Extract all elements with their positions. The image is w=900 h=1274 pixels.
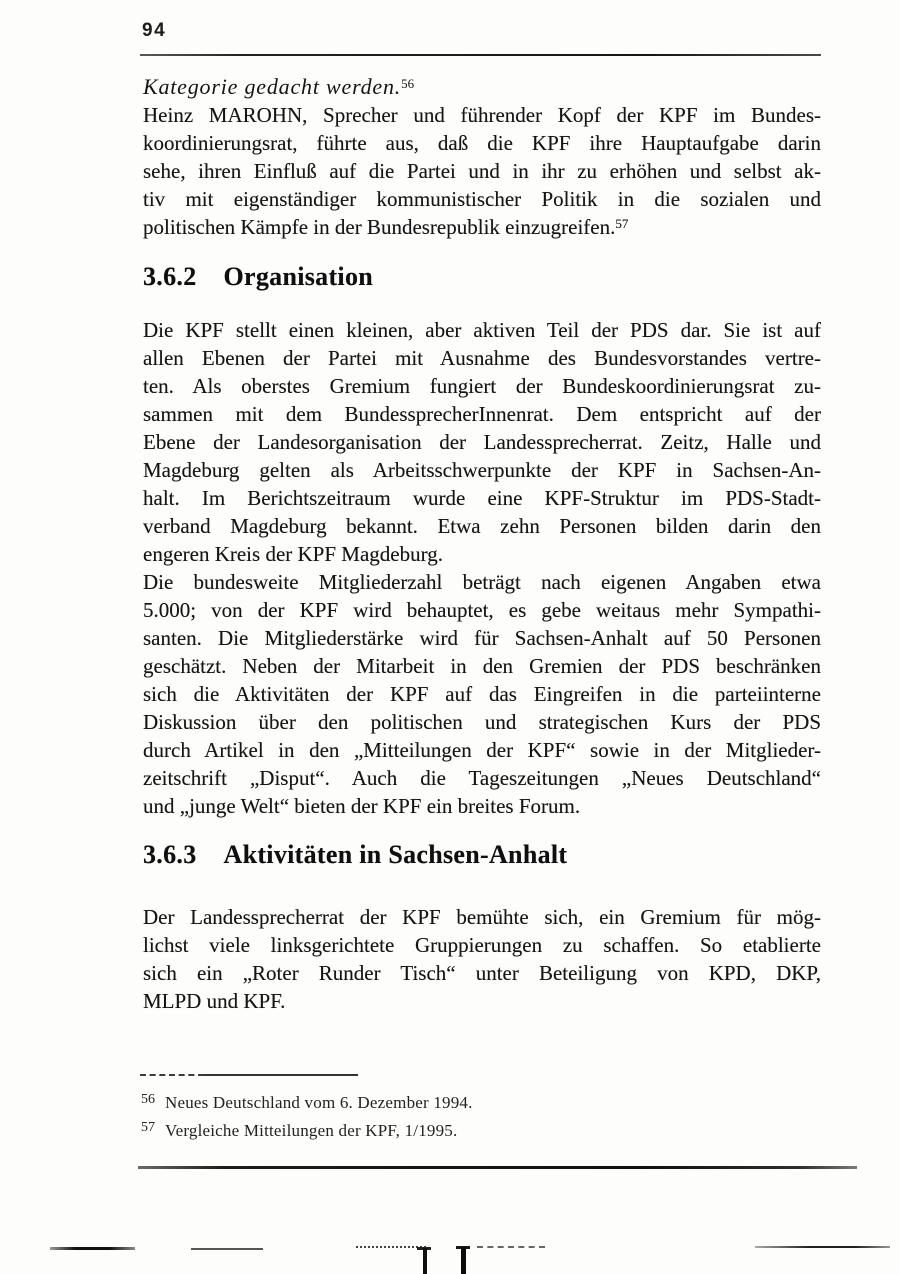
paragraph-aktivitaeten-1	[143, 903, 821, 1015]
text-line: Ebene der Landesorganisation der Landessprecherrat. Zeitz, Halle und	[143, 430, 821, 454]
footnotes	[141, 1086, 741, 1142]
footnote-separator-rule	[140, 1074, 358, 1077]
text-line: Diskussion über den politischen und strategischen Kurs der PDS	[143, 710, 821, 734]
text-line: lichst viele linksgerichtete Gruppierungen zu schaffen. So etablierte	[143, 933, 821, 957]
text-line: halt. Im Berichtszeitraum wurde eine KPF-Struktur im PDS-Stadt-	[143, 486, 821, 510]
text-line: tiv mit eigenständiger kommunistischer Politik in die sozialen und	[143, 187, 821, 211]
scan-artifact-vertical-bar	[461, 1247, 466, 1274]
text-line: durch Artikel in den „Mitteilungen der KPF“ sowie in der Mitglieder-	[143, 738, 821, 762]
footnote-text: Neues Deutschland vom 6. Dezember 1994.	[165, 1093, 473, 1112]
footnote-rule-dashed-part	[140, 1074, 204, 1076]
text-line: Der Landessprecherrat der KPF bemühte sich, ein Gremium für mög-	[143, 905, 821, 929]
scan-artifact-dash	[191, 1248, 263, 1250]
text-line: sich ein „Roter Runder Tisch“ unter Beteiligung von KPD, DKP,	[143, 961, 821, 985]
text-line: Kategorie gedacht werden.$^{56}$	[143, 74, 415, 99]
text-line: und „junge Welt“ bieten der KPF ein breites Forum.	[143, 794, 581, 818]
paragraph-intro	[143, 101, 821, 241]
text-line: sammen mit dem BundessprecherInnenrat. Dem entspricht auf der	[143, 402, 821, 426]
footnote-rule-solid-part	[204, 1074, 358, 1076]
scan-artifact-vertical-bar	[423, 1248, 427, 1274]
section-heading-363	[143, 840, 567, 870]
section-heading-362	[143, 262, 373, 292]
text-line: zeitschrift „Disput“. Auch die Tageszeitungen „Neues Deutschland“	[143, 766, 821, 790]
text-line: Die KPF stellt einen kleinen, aber aktiven Teil der PDS dar. Sie ist auf	[143, 318, 821, 342]
text-line: sehe, ihren Einfluß auf die Partei und in ihr zu erhöhen und selbst ak-	[143, 159, 821, 183]
scan-artifact-dash	[755, 1246, 890, 1248]
header-rule	[140, 54, 821, 56]
paragraph-organisation-1	[143, 316, 821, 568]
footnote-marker: 56	[141, 1092, 155, 1107]
scan-artifact-dotted	[356, 1246, 426, 1248]
footnote-marker: 57	[141, 1120, 155, 1135]
text-line: sich die Aktivitäten der KPF auf das Eingreifen in die parteiinterne	[143, 682, 821, 706]
text-line: engeren Kreis der KPF Magdeburg.	[143, 542, 443, 566]
text-line: allen Ebenen der Partei mit Ausnahme des Bundesvorstandes vertre-	[143, 346, 821, 370]
text-line: santen. Die Mitgliederstärke wird für Sachsen-Anhalt auf 50 Personen	[143, 626, 821, 650]
text-line: 5.000; von der KPF wird behauptet, es gebe weitaus mehr Sympathi-	[143, 598, 821, 622]
section-title: Organisation	[223, 262, 374, 291]
footnote-text: Vergleiche Mitteilungen der KPF, 1/1995.	[165, 1121, 458, 1140]
scan-artifact-dash	[50, 1247, 135, 1250]
scan-artifact-dotted	[477, 1246, 545, 1248]
footnote-56	[141, 1086, 741, 1114]
text-line: Die bundesweite Mitgliederzahl beträgt nach eigenen Angaben etwa	[143, 570, 821, 594]
page-number: 94	[142, 20, 167, 41]
lead-italic-line	[143, 73, 821, 101]
footnote-57	[141, 1114, 741, 1142]
paragraph-organisation-2	[143, 568, 821, 820]
text-line: verband Magdeburg bekannt. Etwa zehn Personen bilden darin den	[143, 514, 821, 538]
text-line: geschätzt. Neben der Mitarbeit in den Gremien der PDS beschränken	[143, 654, 821, 678]
section-title: Aktivitäten in Sachsen-Anhalt	[223, 840, 568, 869]
text-line: Heinz MAROHN, Sprecher und führender Kopf der KPF im Bundes-	[143, 103, 821, 127]
footer-rule	[138, 1166, 857, 1169]
section-number: 3.6.2	[143, 262, 197, 291]
text-line: ten. Als oberstes Gremium fungiert der Bundeskoordinierungsrat zu-	[143, 374, 821, 398]
section-number: 3.6.3	[143, 840, 197, 869]
text-line: MLPD und KPF.	[143, 989, 286, 1013]
text-line: Magdeburg gelten als Arbeitsschwerpunkte der KPF in Sachsen-An-	[143, 458, 821, 482]
text-line: politischen Kämpfe in der Bundesrepublik einzugreifen.$^{57}$	[143, 215, 629, 239]
text-line: koordinierungsrat, führte aus, daß die KPF ihre Hauptaufgabe darin	[143, 131, 821, 155]
